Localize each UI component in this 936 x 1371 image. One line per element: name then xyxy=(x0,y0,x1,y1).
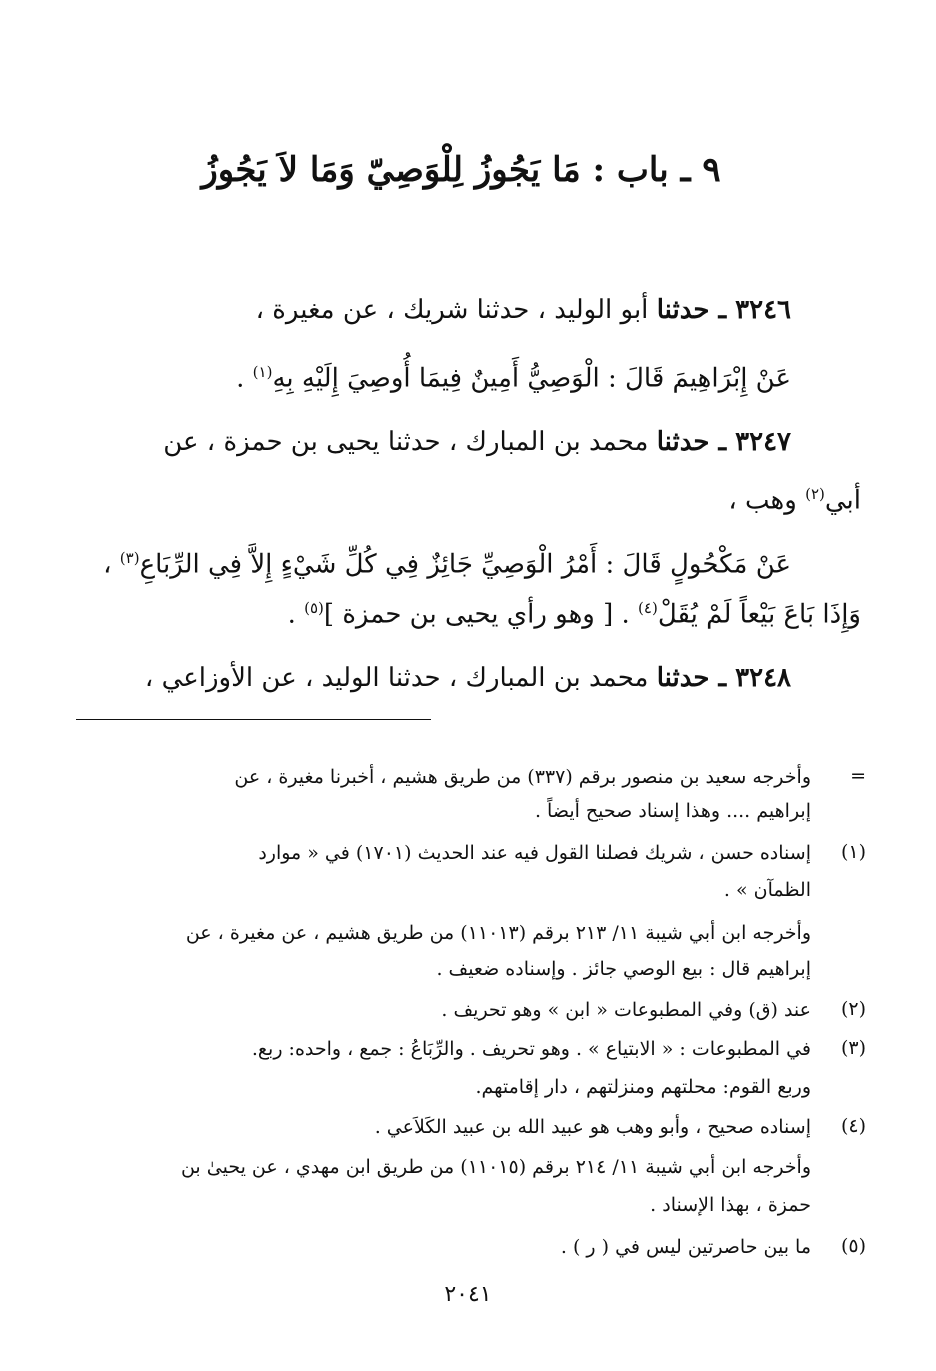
footnote-line: وربع القوم: محلتهم ومنزلتهم ، دار إقامتهم. xyxy=(475,1076,811,1098)
hadith-3247-text-cont xyxy=(288,588,861,635)
matn: عَنْ مَكْحُولٍ قَالَ : أَمْرُ الْوَصِيِّ جَائِزٌ فِي كُلِّ شَيْءٍ إِلاَّ فِي الرِّبَاعِ xyxy=(139,549,791,580)
footnote-ref: (٢) xyxy=(805,485,825,503)
hadith-3247-chain xyxy=(163,422,791,462)
hadith-3246-text xyxy=(236,352,791,399)
footnote-line: حمزة ، بهذا الإسناد . xyxy=(650,1194,811,1216)
punctuation: ، xyxy=(103,549,120,580)
footnote-marker: = xyxy=(850,765,866,787)
footnote-line: عند (ق) وفي المطبوعات « ابن » وهو تحريف . xyxy=(441,999,811,1021)
footnote-ref: (٣) xyxy=(119,549,140,567)
footnote-marker: (٣) xyxy=(840,1037,866,1059)
hadith-3246-chain xyxy=(256,290,791,330)
matn: عَنْ إِبْرَاهِيمَ قَالَ : الْوَصِيُّ أَمِينٌ فِيمَا أُوصِيَ إِلَيْهِ بِهِ xyxy=(272,363,791,394)
footnote-divider xyxy=(76,719,431,720)
hadith-number: ٣٢٤٦ ـ حدثنا xyxy=(656,295,791,325)
isnad: أبو الوليد ، حدثنا شريك ، عن مغيرة ، xyxy=(255,295,649,325)
hadith-3247-text xyxy=(103,538,791,585)
footnote-line: إبراهيم .... وهذا إسناد صحيح أيضاً . xyxy=(534,800,811,822)
hadith-3248-chain xyxy=(145,658,791,698)
hadith-number: ٣٢٤٨ ـ حدثنا xyxy=(656,663,791,693)
footnote-line: إسناده صحيح ، وأبو وهب هو عبيد الله بن عبيد الكَلاَعي . xyxy=(374,1116,811,1138)
footnote-ref: (٥) xyxy=(304,599,324,617)
matn: وَإِذَا بَاعَ بَيْعاً لَمْ يُقَلْ xyxy=(657,599,861,630)
page-number: ٢٠٤١ xyxy=(444,1282,492,1307)
isnad: أبي xyxy=(824,485,861,516)
footnote-line: ما بين حاصرتين ليس في ( ر ) . xyxy=(560,1236,811,1258)
isnad: محمد بن المبارك ، حدثنا يحيى بن حمزة ، عن xyxy=(163,427,649,457)
bracket-note: . [ وهو رأي يحيى بن حمزة ] xyxy=(323,599,639,630)
footnote-line: وأخرجه سعيد بن منصور برقم (٣٣٧) من طريق هشيم ، أخبرنا مغيرة ، عن xyxy=(234,766,811,788)
footnote-line: إسناده حسن ، شريك فصلنا القول فيه عند الحديث (١٧٠١) في « موارد xyxy=(258,842,811,864)
hadith-3247-chain-cont xyxy=(728,474,861,521)
footnote-marker: (٢) xyxy=(840,998,866,1020)
footnote-ref: (٤) xyxy=(638,599,658,617)
footnote-line: الظمآن » . xyxy=(723,879,811,901)
footnote-line: وأخرجه ابن أبي شيبة ١١/ ٢١٤ برقم (١١٠١٥) من طريق ابن مهدي ، عن يحيىٰ بن xyxy=(180,1156,811,1178)
footnote-marker: (٥) xyxy=(840,1235,866,1257)
footnote-ref: (١) xyxy=(252,363,273,381)
punctuation: . xyxy=(287,599,305,630)
punctuation: . xyxy=(236,363,253,394)
hadith-number: ٣٢٤٧ ـ حدثنا xyxy=(656,427,791,457)
isnad: محمد بن المبارك ، حدثنا الوليد ، عن الأوزاعي ، xyxy=(144,663,649,693)
footnote-marker: (٤) xyxy=(840,1115,866,1137)
isnad: وهب ، xyxy=(728,485,806,516)
footnote-line: في المطبوعات : « الابتياع » . وهو تحريف . والرِّبَاعُ : جمع ، واحده: ربع. xyxy=(251,1038,811,1060)
footnote-line: وأخرجه ابن أبي شيبة ١١/ ٢١٣ برقم (١١٠١٣) من طريق هشيم ، عن مغيرة ، عن xyxy=(185,922,811,944)
footnote-line: إبراهيم قال : بيع الوصي جائز . وإسناده ضعيف . xyxy=(436,958,811,980)
chapter-title: ٩ ـ باب : مَا يَجُوزُ لِلْوَصِيّ وَمَا لاَ يَجُوزُ xyxy=(201,150,721,190)
footnote-marker: (١) xyxy=(840,841,866,863)
